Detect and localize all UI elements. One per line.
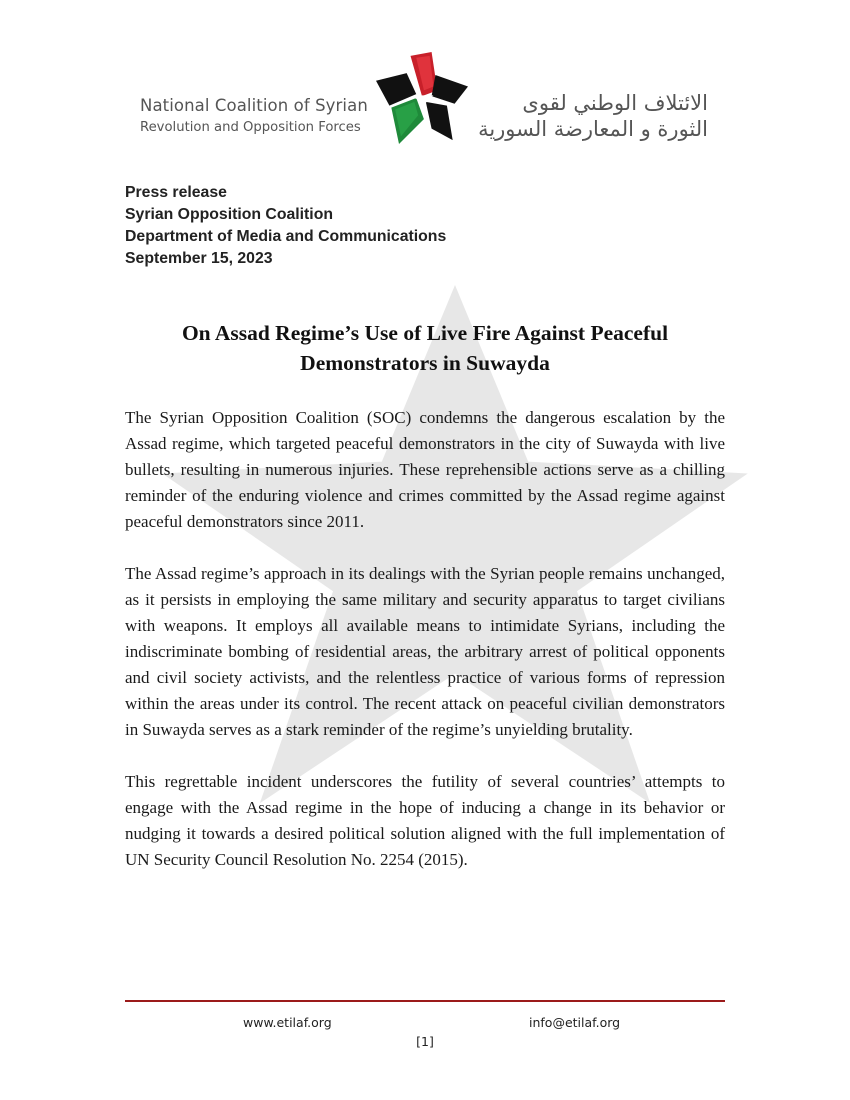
release-date: September 15, 2023 — [125, 250, 273, 267]
coalition-star-logo-icon — [374, 52, 470, 144]
department: Department of Media and Communications — [125, 228, 447, 245]
org-name-arabic-line2: الثورة و المعارضة السورية — [478, 117, 708, 141]
title-line2: Demonstrators in Suwayda — [300, 351, 550, 375]
title-line1: On Assad Regime’s Use of Live Fire Against Peaceful — [181, 321, 669, 345]
body-paragraph: The Assad regime’s approach in its dealings with the Syrian people remains unchanged, as it persists in employing the same military and security apparatus to target civilians with weapons. It employs all available means to intimidate Syrians, including the indiscriminate bombing of residential areas, the arbitrary arrest of political opponents and civil society activists, and the relentless practice of various forms of repression within the areas under its control. The recent attack on peaceful civilian demonstrators in Suwayda serves as a stark reminder of the regime’s unyielding brutality. — [125, 564, 725, 739]
body-paragraph: The Syrian Opposition Coalition (SOC) condemns the dangerous escalation by the Assad regime, which targeted peaceful demonstrators in the city of Suwayda with live bullets, resulting in numerous injuries. These reprehensible actions serve as a chilling reminder of the enduring violence and crimes committed by the Assad regime against peaceful demonstrators since 2011. — [125, 408, 725, 531]
org-name-arabic-line1: الائتلاف الوطني لقوى — [522, 91, 708, 115]
org-name-english-line1: National Coalition of Syrian — [140, 96, 368, 115]
press-release-meta — [125, 182, 446, 270]
letterhead — [0, 50, 850, 150]
organization: Syrian Opposition Coalition — [125, 206, 333, 223]
document-title — [125, 318, 725, 378]
footer-email: info@etilaf.org — [529, 1015, 621, 1030]
org-name-english-line2: Revolution and Opposition Forces — [140, 120, 361, 135]
org-name-arabic — [472, 90, 708, 142]
document-type: Press release — [125, 184, 227, 201]
org-name-english — [140, 96, 372, 135]
footer-divider — [125, 1000, 725, 1002]
document-body — [125, 405, 725, 899]
footer-website: www.etilaf.org — [243, 1015, 332, 1030]
body-paragraph: This regrettable incident underscores the futility of several countries’ attempts to engage with the Assad regime in the hope of inducing a change in its behavior or nudging it towards a desired political solution aligned with the full implementation of UN Security Council Resolution No. 2254 (2015). — [125, 772, 725, 869]
page-number: [1] — [416, 1034, 434, 1049]
